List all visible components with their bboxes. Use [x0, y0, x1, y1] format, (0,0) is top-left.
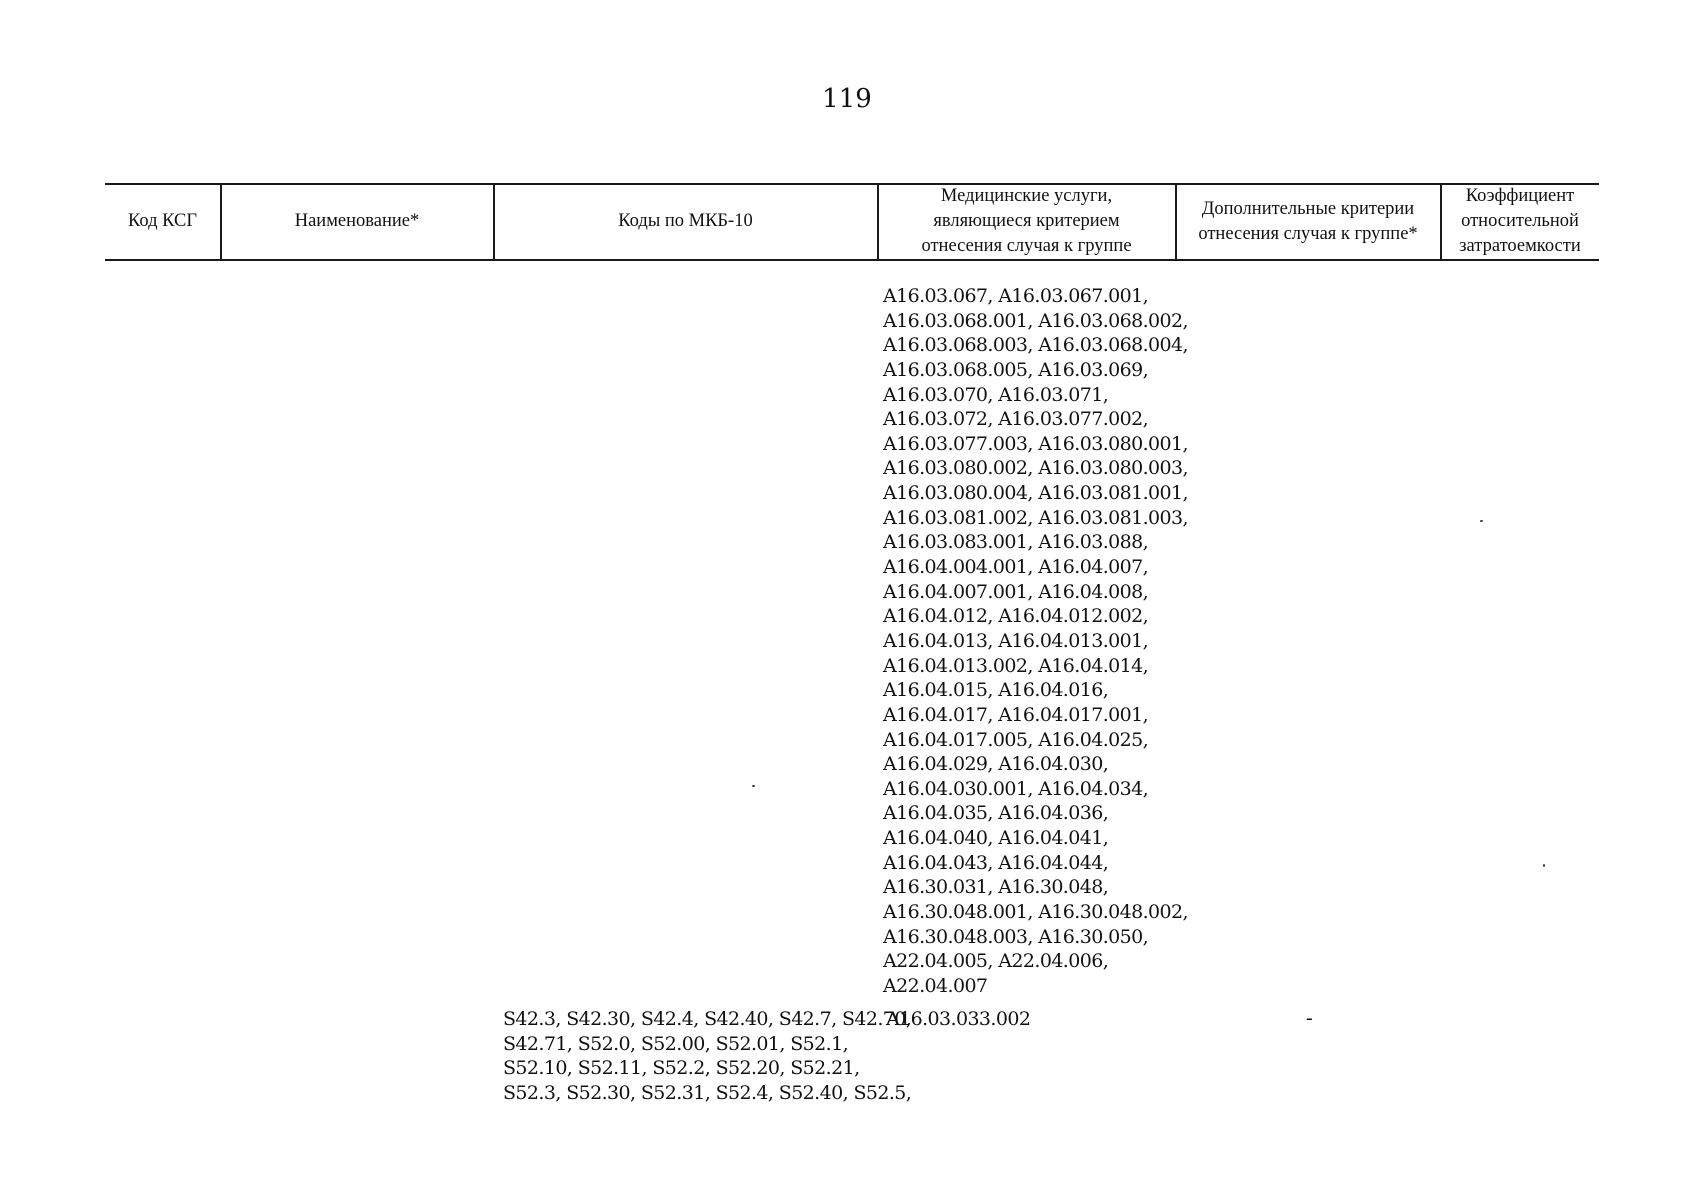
- page-number: 119: [822, 84, 872, 114]
- list-item: A16.04.004.001, A16.04.007,: [883, 556, 1149, 579]
- list-item: A16.30.031, A16.30.048,: [883, 876, 1109, 899]
- header-mkb10-codes: Коды по МКБ-10: [618, 211, 753, 231]
- mkb-codes-list: [503, 1007, 911, 1106]
- scan-speck: [1480, 520, 1483, 522]
- list-item: A16.03.068.005, A16.03.069,: [883, 358, 1149, 381]
- header-name: Наименование*: [294, 211, 420, 231]
- list-item: S52.10, S52.11, S52.2, S52.20, S52.21,: [503, 1057, 860, 1080]
- list-item: A16.04.015, A16.04.016,: [883, 679, 1109, 702]
- list-item: A16.03.072, A16.03.077.002,: [883, 408, 1149, 431]
- header-medical-services: Медицинские услуги, являющиеся критерием отнесения случая к группе: [921, 186, 1132, 256]
- list-item: A16.30.048.003, A16.30.050,: [883, 925, 1149, 948]
- list-item: A16.03.077.003, A16.03.080.001,: [883, 432, 1188, 455]
- list-item: A16.03.081.002, A16.03.081.003,: [883, 506, 1188, 529]
- list-item: A16.03.083.001, A16.03.088,: [883, 531, 1149, 554]
- row2-additional-criteria: -: [1306, 1007, 1313, 1029]
- list-item: A16.04.035, A16.04.036,: [883, 802, 1109, 825]
- list-item: A16.04.029, A16.04.030,: [883, 753, 1109, 776]
- list-item: A16.04.043, A16.04.044,: [883, 851, 1109, 874]
- medical-services-list: [883, 284, 1188, 999]
- list-item: A22.04.007: [883, 974, 988, 997]
- list-item: A16.03.080.002, A16.03.080.003,: [883, 457, 1188, 480]
- scan-speck: [752, 785, 755, 787]
- table-header-bottom-rule: [105, 259, 1599, 261]
- list-item: A16.03.068.003, A16.03.068.004,: [883, 334, 1188, 357]
- list-item: A16.04.017, A16.04.017.001,: [883, 703, 1149, 726]
- list-item: A16.04.013, A16.04.013.001,: [883, 629, 1149, 652]
- row2-medical-service: A16.03.033.002: [886, 1008, 1031, 1030]
- list-item: A16.04.030.001, A16.04.034,: [883, 777, 1149, 800]
- list-item: A16.03.068.001, A16.03.068.002,: [883, 309, 1188, 332]
- list-item: A22.04.005, A22.04.006,: [883, 950, 1109, 973]
- list-item: A16.03.067, A16.03.067.001,: [883, 285, 1149, 307]
- list-item: A16.04.040, A16.04.041,: [883, 827, 1109, 850]
- list-item: S42.3, S42.30, S42.4, S42.40, S42.7, S42.70,: [503, 1008, 912, 1030]
- list-item: S52.3, S52.30, S52.31, S52.4, S52.40, S52.5,: [503, 1081, 912, 1104]
- list-item: A16.04.007.001, A16.04.008,: [883, 580, 1149, 603]
- list-item: A16.04.013.002, A16.04.014,: [883, 654, 1149, 677]
- list-item: A16.30.048.001, A16.30.048.002,: [883, 901, 1188, 924]
- list-item: S42.71, S52.0, S52.00, S52.01, S52.1,: [503, 1032, 849, 1055]
- list-item: A16.03.080.004, A16.03.081.001,: [883, 482, 1188, 505]
- list-item: A16.03.070, A16.03.071,: [883, 383, 1109, 406]
- list-item: A16.04.017.005, A16.04.025,: [883, 728, 1149, 751]
- header-ksg-code: Код КСГ: [127, 211, 198, 231]
- header-cost-coefficient: Коэффициент относительной затратоемкости: [1459, 186, 1581, 256]
- scan-speck: [1543, 864, 1545, 867]
- header-additional-criteria: Дополнительные критерии отнесения случая к группе*: [1198, 198, 1418, 244]
- list-item: A16.04.012, A16.04.012.002,: [883, 605, 1149, 628]
